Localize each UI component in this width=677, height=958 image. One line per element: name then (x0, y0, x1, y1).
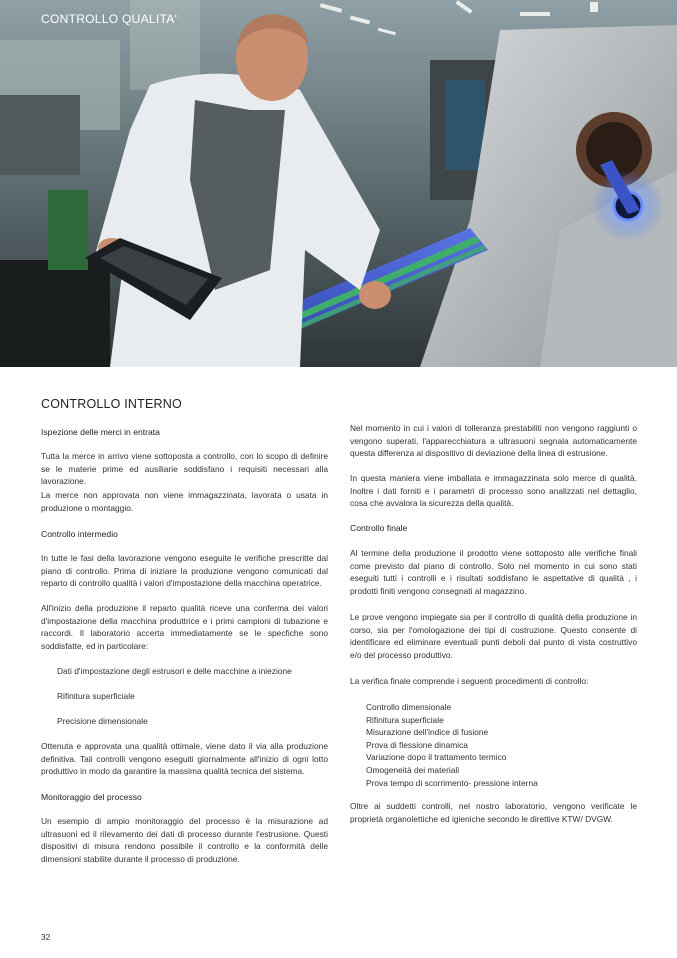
hero-photo (0, 0, 677, 367)
subheading-final-control: Controllo finale (350, 523, 408, 533)
paragraph: All'inizio della produzione il reparto qualità riceve una conferma dei valori d'impostazione della macchina produttrice e i primi campioni di tubazione e raccordi. Il laboratorio accerta immediatamente se le specfiche sono soddisfatte, ed in particolare: (41, 603, 328, 651)
paragraph: Tutta la merce in arrivo viene sottoposta a controllo, con lo scopo di definire se le materie prime ed ausiliarie soddisfano i requisiti necessari alla lavorazione. (41, 451, 328, 487)
list-item: Omogeneità dei materiali (366, 764, 460, 775)
list-item: Misurazione dell'indice di fusione (366, 727, 489, 738)
paragraph: La merce non approvata non viene immagazzinata, lavorata o usata in produzione o montaggio. (41, 490, 328, 513)
subheading-incoming-inspection: Ispezione delle merci in entrata (41, 427, 160, 437)
intermediate-checks-list (57, 665, 327, 728)
paragraph: Oltre ai suddetti controlli, nel nostro laboratorio, vengono verificate le proprietà organolettiche ed igieniche secondo le direttive KTW/ DVGW. (350, 801, 637, 824)
paragraph: Le prove vengono impiegate sia per il controllo di qualità della produzione in corso, sia per l'omologazione dei tipi di costruzione. Questo consente di identificare ed eliminare eventuali punti deboli dal punto di vista costruttivo e/o del processo produttivo. (350, 612, 637, 660)
paragraph: Ottenuta e approvata una qualità ottimale, viene dato il via alla produzione definitiva. Tali controlli vengono eseguiti giornalmente all'inizio di ogni lotto produttivo in modo da garantire la massima qualità tecnica del sistema. (41, 741, 328, 777)
factory-quality-inspection-illustration (0, 0, 677, 367)
paragraph: Nel momento in cui i valori di tolleranza prestabiliti non vengono raggiunti o vengono superati, l'apparecchiatura a ultrasuoni segnala automaticamente questa differenza al dispositivo di deviazione della linea di estrusione. (350, 423, 637, 459)
subheading-process-monitoring: Monitoraggio del processo (41, 792, 142, 802)
subheading-intermediate-control: Controllo intermedio (41, 529, 118, 539)
paragraph: La verifica finale comprende i seguenti procedimenti di controllo: (350, 676, 589, 686)
list-item: Rifinitura superficiale (57, 691, 135, 702)
list-item: Prova di flessione dinamica (366, 739, 468, 750)
paragraph: In tutte le fasi della lavorazione vengono eseguite le verifiche prescritte dal piano di controllo. Prima di iniziare la produzione vengono comunicati dal reparto di controllo qualità i valori d'impostazione della macchina operatrice. (41, 553, 328, 589)
list-item: Precisione dimensionale (57, 716, 148, 727)
list-item: Prova tempo di scorrimento- pressione interna (366, 777, 538, 788)
list-item: Controllo dimensionale (366, 702, 452, 712)
paragraph: Al termine della produzione il prodotto viene sottoposto alle verifiche finali come previsto dal piano di controllo. Solo nel momento in cui sono stati eseguiti tutti i controlli e i risultati soddisfano le aspettative di qualità , i prodotti finiti vengono consegnati al magazzino. (350, 548, 637, 596)
list-item: Rifinitura superficiale (366, 714, 444, 725)
list-item: Variazione dopo il trattamento termico (366, 752, 507, 763)
section-label: CONTROLLO QUALITA' (41, 12, 178, 26)
list-item: Dati d'impostazione degli estrusori e delle macchine a iniezione (57, 666, 292, 676)
final-checks-list (366, 701, 636, 789)
paragraph: In questa maniera viene imballata e immagazzinata solo merce di qualità. Inoltre i dati forniti e i parametri di processo sono analizzati nel dettaglio, cosa che avvalora la sicurezza della qualità. (350, 473, 637, 509)
page-title: CONTROLLO INTERNO (41, 397, 182, 411)
page-number: 32 (41, 932, 51, 942)
paragraph: Un esempio di ampio monitoraggio del processo è la misurazione ad ultrasuoni ed il rilevamento dei dati di processo durante l'estrusione. Questi dispositivi di misura rendono possibile il controllo e la conformità delle dimensioni stabilite durante il processo di produzione. (41, 816, 328, 864)
